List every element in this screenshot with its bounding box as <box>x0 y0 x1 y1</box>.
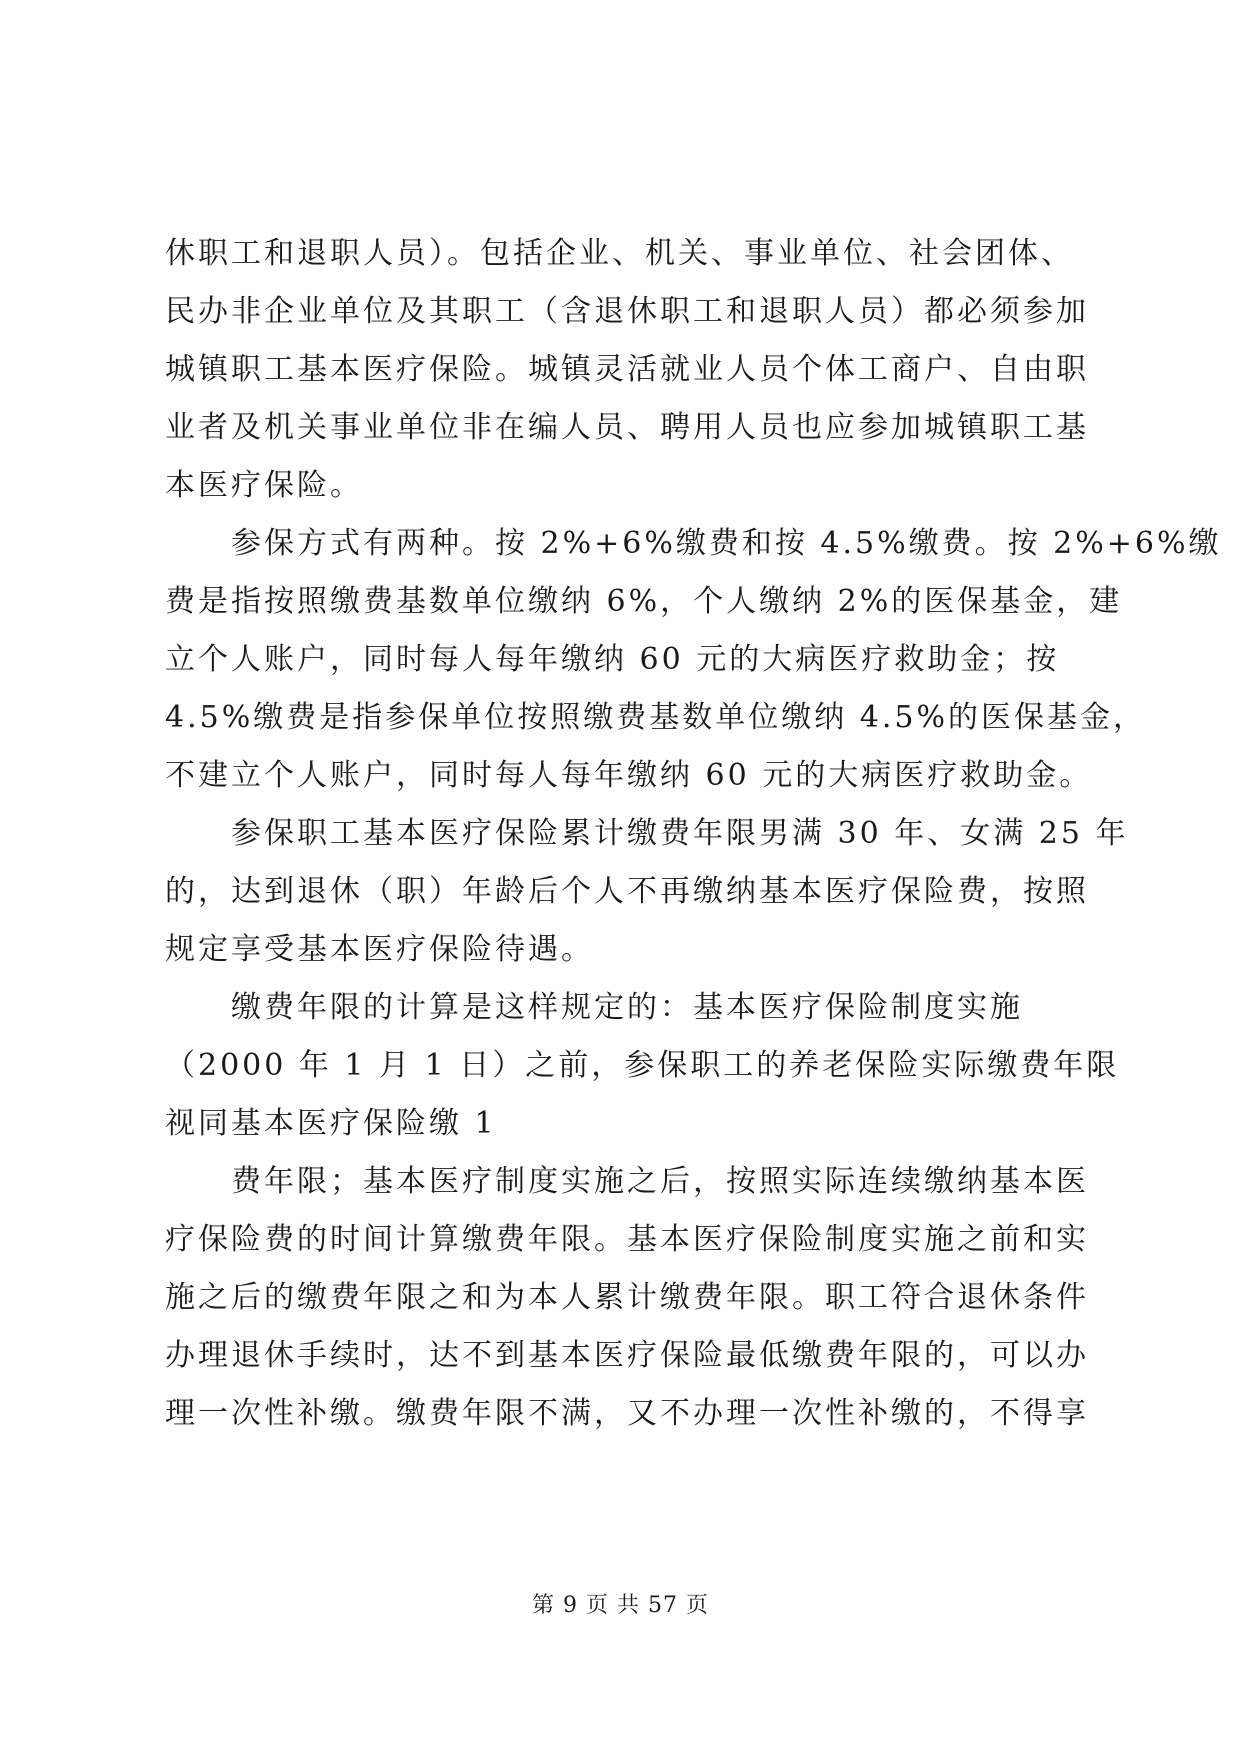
paragraph-first-line: 参保职工基本医疗保险累计缴费年限男满 30 年、女满 25 年 <box>231 816 1129 851</box>
text-line: 城镇职工基本医疗保险。城镇灵活就业人员个体工商户、自由职 <box>165 352 1089 387</box>
text-line: 理一次性补缴。缴费年限不满，又不办理一次性补缴的，不得享 <box>165 1396 1089 1431</box>
text-line: 视同基本医疗保险缴 1 <box>165 1106 497 1141</box>
text-line: 施之后的缴费年限之和为本人累计缴费年限。职工符合退休条件 <box>165 1280 1089 1315</box>
body-text <box>165 225 1222 1443</box>
text-line: 办理退休手续时，达不到基本医疗保险最低缴费年限的，可以办 <box>165 1338 1089 1373</box>
paragraph-first-line: 参保方式有两种。按 2%+6%缴费和按 4.5%缴费。按 2%+6%缴 <box>231 526 1222 561</box>
text-line: 本医疗保险。 <box>165 468 363 503</box>
text-line: 的，达到退休（职）年龄后个人不再缴纳基本医疗保险费，按照 <box>165 874 1089 909</box>
text-line: 业者及机关事业单位非在编人员、聘用人员也应参加城镇职工基 <box>165 410 1089 445</box>
page-footer <box>0 1588 1241 1619</box>
text-line: 立个人账户，同时每人每年缴纳 60 元的大病医疗救助金；按 <box>165 642 1060 677</box>
text-line: 4.5%缴费是指参保单位按照缴费基数单位缴纳 4.5%的医保基金， <box>165 700 1146 735</box>
text-line: 疗保险费的时间计算缴费年限。基本医疗保险制度实施之前和实 <box>165 1222 1089 1257</box>
paragraph-first-line: 缴费年限的计算是这样规定的：基本医疗保险制度实施 <box>231 990 1023 1025</box>
text-line: 规定享受基本医疗保险待遇。 <box>165 932 594 967</box>
text-line: 休职工和退职人员）。包括企业、机关、事业单位、社会团体、 <box>165 236 1074 271</box>
text-line: 民办非企业单位及其职工（含退休职工和退职人员）都必须参加 <box>165 294 1089 329</box>
paragraph-first-line: 费年限；基本医疗制度实施之后，按照实际连续缴纳基本医 <box>231 1164 1089 1199</box>
text-line: 费是指按照缴费基数单位缴纳 6%，个人缴纳 2%的医保基金，建 <box>165 584 1123 619</box>
text-line: 不建立个人账户，同时每人每年缴纳 60 元的大病医疗救助金。 <box>165 758 1093 793</box>
text-line: （2000 年 1 月 1 日）之前，参保职工的养老保险实际缴费年限 <box>165 1048 1120 1083</box>
page-number-label: 第 9 页 共 57 页 <box>532 1593 709 1618</box>
